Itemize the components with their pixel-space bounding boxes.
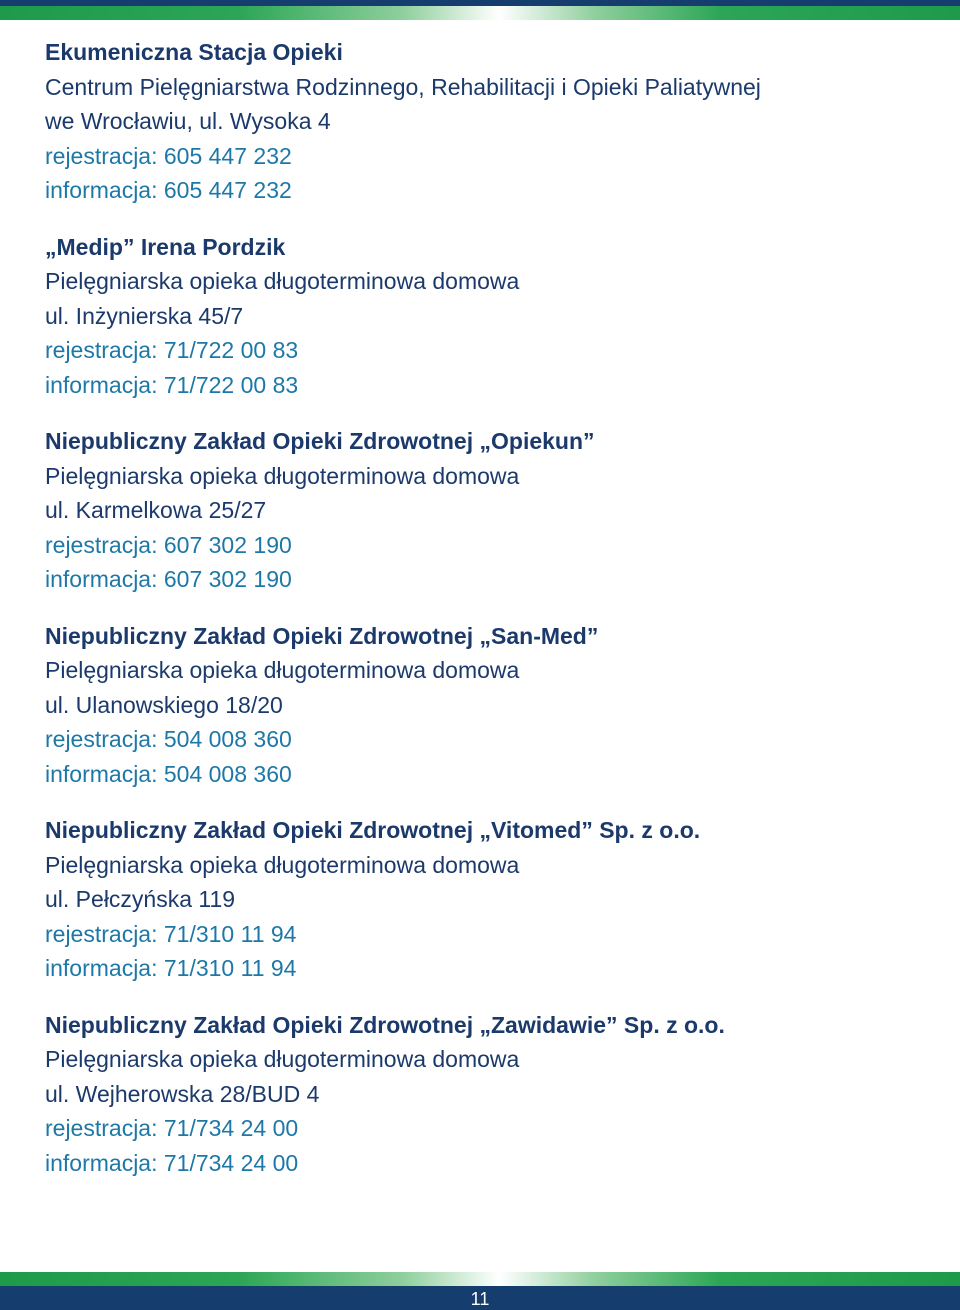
top-gradient-stripe (0, 6, 960, 20)
information-value: 607 302 190 (163, 566, 292, 592)
registration-value: 71/734 24 00 (163, 1115, 299, 1141)
registration-value: 605 447 232 (163, 142, 292, 169)
facility-name: Niepubliczny Zakład Opieki Zdrowotnej „Vitomed” Sp. z o.o. (45, 817, 701, 843)
facility-entry (45, 813, 925, 986)
registration-phone (45, 528, 925, 563)
information-phone (45, 951, 925, 986)
information-value: 71/734 24 00 (163, 1149, 299, 1176)
information-label: informacja: (45, 371, 158, 398)
bottom-gradient-stripe (0, 1272, 960, 1286)
page-number: 11 (470, 1289, 490, 1309)
facility-name: „Medip” Irena Pordzik (45, 233, 286, 260)
facility-description: Pielęgniarska opieka długoterminowa domowa (45, 1046, 520, 1072)
registration-label: rejestracja: (45, 142, 158, 169)
registration-phone (45, 333, 925, 368)
registration-phone (45, 139, 925, 174)
facility-entry (45, 1008, 925, 1181)
facility-address: we Wrocławiu, ul. Wysoka 4 (45, 108, 331, 134)
information-value: 605 447 232 (163, 177, 292, 203)
facility-name: Niepubliczny Zakład Opieki Zdrowotnej „Zawidawie” Sp. z o.o. (45, 1011, 725, 1038)
facility-address: ul. Wejherowska 28/BUD 4 (45, 1080, 320, 1107)
registration-value: 71/722 00 83 (163, 337, 299, 363)
facility-list (45, 35, 925, 1202)
facility-address: ul. Karmelkowa 25/27 (45, 497, 267, 523)
registration-label: rejestracja: (45, 531, 158, 558)
registration-label: rejestracja: (45, 920, 158, 947)
registration-phone (45, 917, 925, 952)
information-label: informacja: (45, 760, 158, 787)
information-label: informacja: (45, 177, 158, 203)
registration-label: rejestracja: (45, 726, 158, 752)
information-label: informacja: (45, 1149, 158, 1176)
facility-name: Niepubliczny Zakład Opieki Zdrowotnej „San-Med” (45, 622, 599, 649)
registration-value: 504 008 360 (163, 726, 292, 752)
facility-description: Pielęgniarska opieka długoterminowa domowa (45, 657, 520, 683)
facility-entry (45, 35, 925, 208)
facility-name: Ekumeniczna Stacja Opieki (45, 39, 343, 65)
facility-address: ul. Inżynierska 45/7 (45, 302, 244, 329)
top-decorative-bar (0, 0, 960, 20)
facility-entry (45, 230, 925, 403)
registration-phone (45, 722, 925, 757)
information-value: 504 008 360 (163, 760, 292, 787)
registration-label: rejestracja: (45, 337, 158, 363)
facility-name: Niepubliczny Zakład Opieki Zdrowotnej „Opiekun” (45, 428, 595, 454)
registration-label: rejestracja: (45, 1115, 158, 1141)
facility-description: Pielęgniarska opieka długoterminowa domowa (45, 462, 520, 489)
facility-address: ul. Ulanowskiego 18/20 (45, 691, 283, 718)
registration-value: 71/310 11 94 (163, 920, 297, 947)
information-label: informacja: (45, 566, 158, 592)
information-phone (45, 757, 925, 792)
information-value: 71/310 11 94 (163, 955, 297, 981)
facility-description: Pielęgniarska opieka długoterminowa domowa (45, 268, 520, 294)
facility-address: ul. Pełczyńska 119 (45, 886, 236, 912)
registration-value: 607 302 190 (163, 531, 292, 558)
information-phone (45, 368, 925, 403)
facility-description: Pielęgniarska opieka długoterminowa domowa (45, 851, 520, 878)
facility-entry (45, 619, 925, 792)
information-label: informacja: (45, 955, 158, 981)
information-phone (45, 173, 925, 208)
information-phone (45, 562, 925, 597)
facility-entry (45, 424, 925, 597)
information-phone (45, 1146, 925, 1181)
facility-description: Centrum Pielęgniarstwa Rodzinnego, Rehabilitacji i Opieki Paliatywnej (45, 73, 761, 100)
registration-phone (45, 1111, 925, 1146)
footer-bar (0, 1272, 960, 1310)
information-value: 71/722 00 83 (163, 371, 299, 398)
